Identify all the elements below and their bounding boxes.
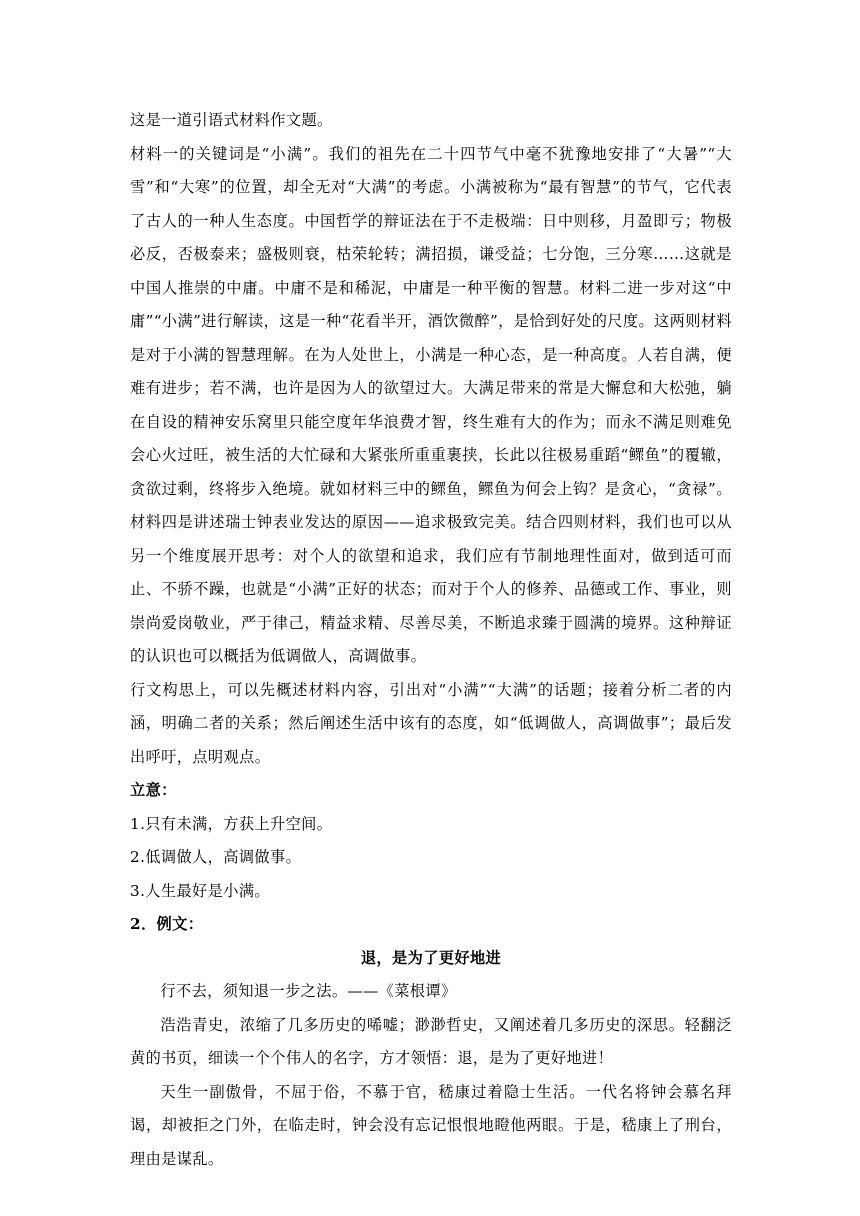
lizhi-item-3: 3.人生最好是小满。 xyxy=(130,881,270,900)
lizhi-item-1: 1.只有未满，方获上升空间。 xyxy=(130,814,333,833)
heading-liwen: 2．例文： xyxy=(130,915,204,933)
essay-paragraph-2: 浩浩青史，浓缩了几多历史的唏嘘；渺渺哲史，又阐述着几多历史的深思。轻翻泛黄的书页，细读一个个伟人的名字，方才领悟：退，是为了更好地进！ xyxy=(130,1015,732,1067)
lizhi-item-2: 2.低调做人，高调做事。 xyxy=(130,848,302,866)
paragraph-structure: 行文构思上，可以先概述材料内容，引出对“小满”“大满”的话题；接着分析二者的内涵，明确二者的关系；然后阐述生活中该有的态度，如“低调做人，高调做事”；最后发出呼吁，点明观点。 xyxy=(130,680,732,766)
essay-title: 退，是为了更好地进 xyxy=(360,948,502,967)
essay-paragraph-1: 行不去，须知退一步之法。——《菜根谭》 xyxy=(160,982,457,1000)
essay-paragraph-3: 天生一副傲骨，不屈于俗，不慕于官，嵇康过着隐士生活。一代名将钟会慕名拜谒，却被拒之门外，在临走时，钟会没有忘记恨恨地瞪他两眼。于是，嵇康上了刑台，理由是谋乱。 xyxy=(130,1082,732,1168)
paragraph-analysis: 材料一的关键词是“小满”。我们的祖先在二十四节气中毫不犹豫地安排了“大暑”“大雪”和“大寒”的位置，却全无对“大满”的考虑。小满被称为“最有智慧”的节气，它代表了古人的一种人生态度。中国哲学的辩证法在于不走极端：日中则移，月盈即亏；物极必反，否极泰来；盛极则衰，枯荣轮转；满招损，谦受益；七分饱，三分寒……这就是中国人推崇的中庸。中庸不是和稀泥，中庸是一种平衡的智慧。材料二进一步对这“中庸”“小满”进行解读，这是一种“花看半开，酒饮微醉”，是恰到好处的尺度。这两则材料是对于小满的智慧理解。在为人处世上，小满是一种心态，是一种高度。人若自满，便难有进步；若不满，也许是因为人的欲望过大。大满足带来的常是大懈怠和大松弛，躺在自设的精神安乐窝里只能空度年华浪费才智，终生难有大的作为；而永不满足则难免会心火过旺，被生活的大忙碌和大紧张所重重裹挟，长此以往极易重蹈“鳏鱼”的覆辙，贪欲过剩，终将步入绝境。就如材料三中的鳏鱼，鳏鱼为何会上钩？是贪心，“贪禄”。材料四是讲述瑞士钟表业发达的原因——追求极致完美。结合四则材料，我们也可以从另一个维度展开思考：对个人的欲望和追求，我们应有节制地理性面对，做到适可而止、不骄不躁，也就是“小满”正好的状态；而对于个人的修养、品德或工作、事业，则崇尚爱岗敬业，严于律己，精益求精、尽善尽美，不断追求臻于圆满的境界。这种辩证的认识也可以概括为低调做人，高调做事。 xyxy=(130,144,732,665)
document-page xyxy=(130,104,732,1176)
heading-lizhi: 立意： xyxy=(130,781,177,799)
paragraph-intro: 这是一道引语式材料作文题。 xyxy=(130,111,333,129)
